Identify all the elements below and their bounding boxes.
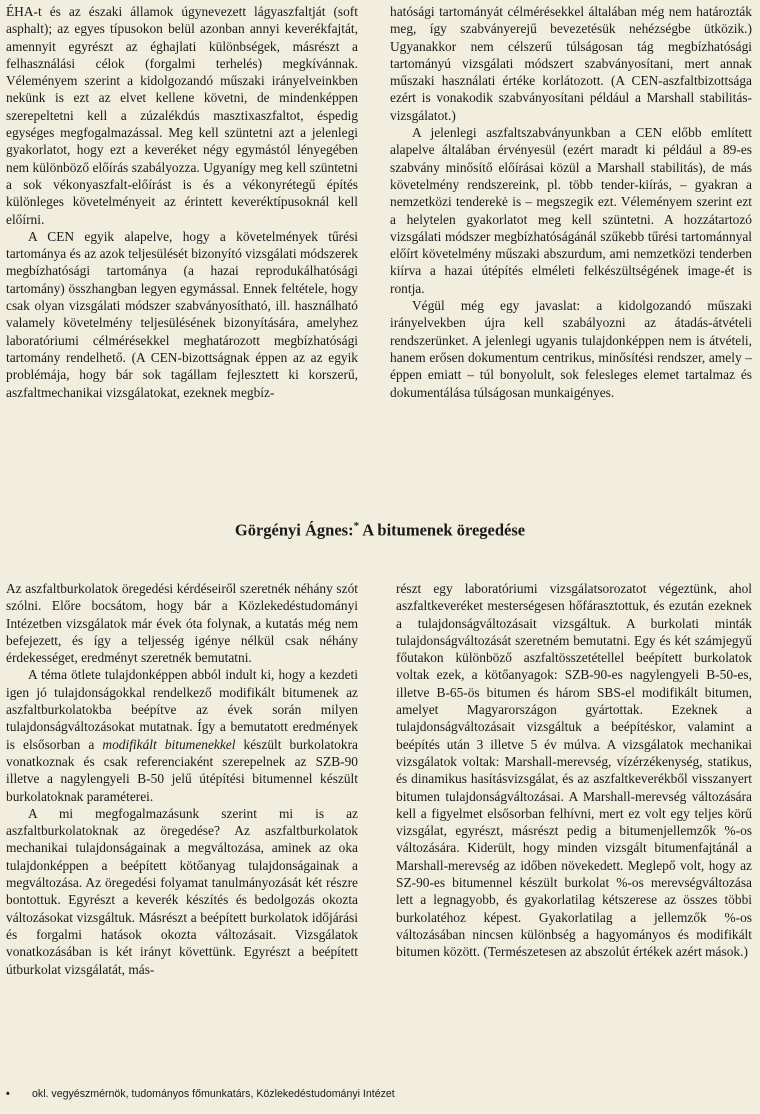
bottom-right-column <box>396 580 752 961</box>
top-right-column <box>390 3 752 401</box>
paragraph <box>6 580 358 666</box>
paragraph: ÉHA-t és az északi államok úgynevezett lágyaszfaltját (soft asphalt); az egyes típusokon belül azonban annyi keverékfajtát, amennyit egyrészt az éghajlati különbségek, másrészt a felhasználási célok (forgalmi terhelés) megkívánnak. Véleményem szerint a kidolgozandó műszaki irányelveinkben nekünk is ezt az elvet kellene követni, de mindenképpen szerepeltetni kell a zúzalékdús masztixaszfaltot, éspedig egységes megfogalmazással. Meg kell szüntetni azt a jelenlegi gyakorlatot, hogy ezt a keveréket négy egymástól lényegében nem különböző előírás szabályozza. Ugyanígy meg kell szüntetni a sok vékonyaszfalt-előírást is és a vékonyrétegű építés különleges követelményeit az érintett keveréktípusoknál kell előírni. <box>6 4 358 227</box>
paragraph <box>6 805 358 978</box>
paragraph: Végül még egy javaslat: a kidolgozandó műszaki irányelvekben újra kell szabályozni az átadás-átvételi rendszerünket. A jelenlegi ugyanis tulajdonképpen nem is átvételi, hanem erősen dokumentum centrikus, minősítési rendszer, amely – éppen emiatt – túl bonyolult, sok felesleges elemet tartalmaz és dokumentálása túlságosan munkaigényes. <box>390 298 752 400</box>
title-author: Görgényi Ágnes: <box>234 520 354 540</box>
title-subject: A bitumenek öregedése <box>362 520 526 540</box>
paragraph: A CEN egyik alapelve, hogy a követelmények tűrési tartománya és az azok teljesülését bizonyító vizsgálati módszerek megbízhatósági tartománya (a hazai reprodukálhatósági tartomány) összhangban legyen egymással. Ennek feltétele, hogy csak olyan vizsgálati módszer szabványosítható, ill. használható valamely követelmény teljesülésének bizonyítására, amelyhez laboratóriumi célmérésekkel meghatározott megbízhatósági tartomány rendelhető. (A CEN-bizottságnak éppen az az egyik problémája, hogy bár sok tagállam fejlesztett ki korszerű, aszfaltmechanikai vizsgálatokat, ezeknek megbíz- <box>6 228 358 400</box>
footnote-mark: • <box>6 1088 10 1100</box>
bottom-left-column <box>6 580 358 978</box>
text-run: A mi megfogalmazásunk szerint mi is az aszfaltburkolatoknak az öregedése? Az aszfaltburkolatok mechanikai tulajdonságainak a megváltozása, aminek az oka tulajdonképpen a beépített kötőanyag tulajdonságainak a megváltozása. Az öregedési folyamat tanulmányozását két részre bontottuk. Egyrészt a keverék készítés és bedolgozás okozta változásokat vizsgáltuk. Másrészt a beépített burkolatok időjárási és forgalmi hatások okozta változásait. Vizsgálatok vonatkozásában is két irányt követtünk. Egyrészt a beépített útburkolat vizsgálatát, más- <box>6 805 358 977</box>
paragraph <box>6 666 358 804</box>
emphasized-text: modifikált bitumenekkel <box>102 736 236 752</box>
text-run: Az aszfaltburkolatok öregedési kérdéseiről szeretnék néhány szót szólni. Előre bocsátom, hogy bár a Közlekedéstudományi Intézetben vizsgálatok már évek óta folynak, a kutatás még nem befejezett, és így a teljesség igénye nélkül csak néhány érdekességet, eredményt szeretnék bemutatni. <box>6 581 358 666</box>
footnote <box>6 1087 746 1101</box>
footnote-text: okl. vegyészmérnök, tudományos főmunkatárs, Közlekedéstudományi Intézet <box>32 1088 395 1100</box>
top-left-column <box>6 3 358 401</box>
paragraph: hatósági tartományát célmérésekkel általában még nem határozták meg, így szabványerejű bevezetésük nehézségbe ütközik.) Ugyanakkor nem célszerű túlságosan tág megbízhatósági tartományú vizsgálati módszert szabványosítani, mert annak műszaki használati értéke korlátozott. (A CEN-aszfaltbizottsága ezért is vonakodik szabványosítani például a Marshall stabilitás-vizsgálatot.) <box>390 4 752 123</box>
paragraph: részt egy laboratóriumi vizsgálatsorozatot végeztünk, ahol aszfaltkeveréket mesterségesen hőfárasztottuk, és ezután ezeknek a tulajdonságváltozásait vizsgáltuk. A burkolati minták tulajdonságváltozását szeretném bemutatni. Egy és két számjegyű főutakon különböző aszfaltösszetétellel beépített burkolatok voltak ezek, a kötőanyagok: SZB-90-es nagylengyeli B-50-es, illetve B-65-ös bitumen és három SBS-el modifikált bitumen, amelyet Magyarországon gyártottak. Ezeknek a tulajdonságváltozásait vizsgáltuk a beépítéskor, valamint a beépítés után 3 illetve 5 év múlva. A vizsgálatok mechanikai vizsgálatok voltak: Marshall-merevség, vízérzékenység, statikus, és dinamikus hasításvizsgálat, és az aszfaltkeverékből visszanyert bitumen tulajdonságváltozásai. A Marshall-merevség változására kell a figyelmet elsősorban felhívni, mert ez volt egy teljes körű vizsgálat, egyrészt, másrészt pedig a bitumenjellemzők %-os változására. Kiderült, hogy minden vizsgált bitumenfajtánál a Marshall-merevség az időben növekedett. Meglepő volt, hogy az SZ-90-es bitumennel készült burkolat %-os merevségváltozása lett a legnagyobb, és gyakorlatilag kétszerese az összes többi burkolatéhoz képest. Gyakorlatilag a jellemzők %-os változásában nincsen különbség a hagyományos és modifikált bitumen között. (Természetesen az abszolút értékek azért mások.) <box>396 581 752 960</box>
paragraph: A jelenlegi aszfaltszabványunkban a CEN előbb említett alapelve általában érvényesül (ezért maradt ki például a 89-es szabvány minősítő előírásai közül a Marshall stabilitás), de más követelmény rendszereink, pl. több tender-kiírás, – gyakran a nemzetközi tenderekė is – megszegik ezt. Véleményem szerint ezt a helytelen gyakorlatot meg kell szüntetni. A hozzátartozó vizsgálati módszer megbízhatóságánál szűkebb tűrési tartománnyal előírt követelmény műszaki abszurdum, ami nemzetközi tenderben kiírva a hazai útépítés elméleti felkészültségének image-ét is rontja. <box>390 125 752 296</box>
title-footnote-mark: * <box>353 520 360 532</box>
article-title <box>0 520 760 541</box>
text-run: A téma ötlete tulajdonképpen abból indult ki, hogy a kezdeti igen jó tulajdonságokkal rendelkező modifikált bitumenek az aszfaltburkolatokba beépítve az évek során milyen tulajdonságváltozásokat mutatnak. Így a bemutatott eredmények is elsősorban a <box>6 667 358 752</box>
text-run: készült burkolatokra vonatkoznak és csak referenciaként szerepelnek az SZB-90 illetve a nagylengyeli B-50 jelű útépítési bitumennel készült burkolatoknak paraméterei. <box>6 736 358 804</box>
